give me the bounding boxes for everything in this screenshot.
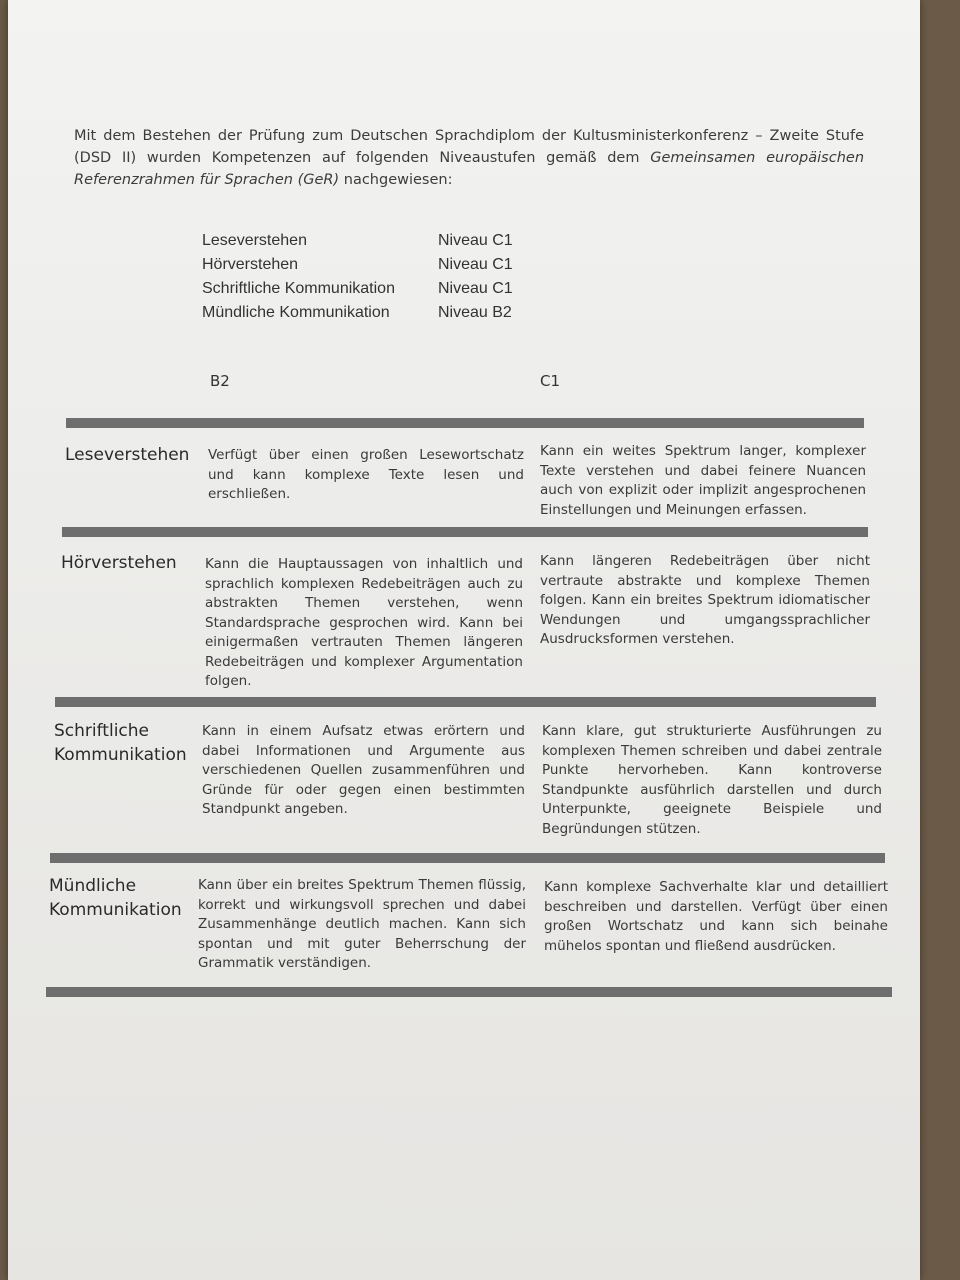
row-title-leseverstehen: Leseverstehen [65,445,190,465]
column-header-b2: B2 [210,372,230,390]
summary-skill: Leseverstehen [202,232,307,249]
table-divider [66,418,864,428]
table-divider [55,697,876,707]
table-divider [62,527,868,537]
summary-skill: Schriftliche Kommunikation [202,280,395,297]
summary-level: Niveau B2 [438,304,512,321]
row-title-muendliche-kommunikation: Mündliche Kommunikation [49,876,182,920]
summary-row [202,256,562,280]
cell-c1-muendliche-kommunikation: Kann komplexe Sachverhalte klar und detailliert beschreiben und darstellen. Verfügt über einen großen Wortschatz und kann sich beinahe mühelos spontan und fließend ausdrücken. [544,879,888,954]
summary-skill: Mündliche Kommunikation [202,304,390,321]
summary-level: Niveau C1 [438,232,513,249]
row-title-schriftliche-kommunikation: Schriftliche Kommunikation [54,721,187,765]
summary-level: Niveau C1 [438,280,513,297]
summary-level: Niveau C1 [438,256,513,273]
intro-text: Mit dem Bestehen der Prüfung zum Deutschen Sprachdiplom der Kultusministerkonferenz – Zweite Stufe (DSD II) wurden Kompetenzen auf folgenden Niveaustufen gemäß dem [74,127,864,166]
intro-paragraph [74,125,864,191]
summary-row [202,232,562,256]
intro-text-end: nachgewiesen: [343,171,453,188]
summary-row [202,304,562,328]
table-divider [46,987,892,997]
cell-b2-leseverstehen: Verfügt über einen großen Lesewortschatz und kann komplexe Texte lesen und erschließen. [208,447,524,502]
cell-b2-muendliche-kommunikation: Kann über ein breites Spektrum Themen flüssig, korrekt und wirkungsvoll sprechen und dabei Zusammenhänge deutlich machen. Kann sich spontan und mit guter Beherrschung der Grammatik verständigen. [198,877,526,971]
cell-b2-hoerverstehen: Kann die Hauptaussagen von inhaltlich und sprachlich komplexen Redebeiträgen auch zu abstrakten Themen verstehen, wenn Standardsprache gesprochen wird. Kann bei einigermaßen vertrauten Themen längeren Redebeiträgen und komplexer Argumentation folgen. [205,556,523,689]
summary-row [202,280,562,304]
document-page [8,0,920,1280]
column-header-c1: C1 [540,372,561,390]
cell-c1-leseverstehen: Kann ein weites Spektrum langer, komplexer Texte verstehen und dabei feinere Nuancen auch von explizit oder implizit angesprochenen Einstellungen und Meinungen erfassen. [540,443,866,518]
summary-skill: Hörverstehen [202,256,299,273]
cell-b2-schriftliche-kommunikation: Kann in einem Aufsatz etwas erörtern und dabei Informationen und Argumente aus verschiedenen Quellen zusammenführen und Gründe für oder gegen einen bestimmten Standpunkt angeben. [202,723,525,817]
table-divider [50,853,885,863]
cell-c1-schriftliche-kommunikation: Kann klare, gut strukturierte Ausführungen zu komplexen Themen schreiben und dabei zentrale Punkte hervorheben. Kann kontroverse Standpunkte ausführlich darstellen und durch Unterpunkte, geeignete Beispiele und Begründungen stützen. [542,723,882,837]
level-summary [202,232,562,328]
cell-c1-hoerverstehen: Kann längeren Redebeiträgen über nicht vertraute abstrakte und komplexe Themen folgen. Kann ein breites Spektrum idiomatischer Wendungen und umgangssprachlicher Ausdrucksformen verstehen. [540,553,870,647]
intro-emphasis: Gemeinsamen europäischen Referenzrahmen für Sprachen (GeR) [74,149,865,188]
row-title-hoerverstehen: Hörverstehen [61,553,177,573]
